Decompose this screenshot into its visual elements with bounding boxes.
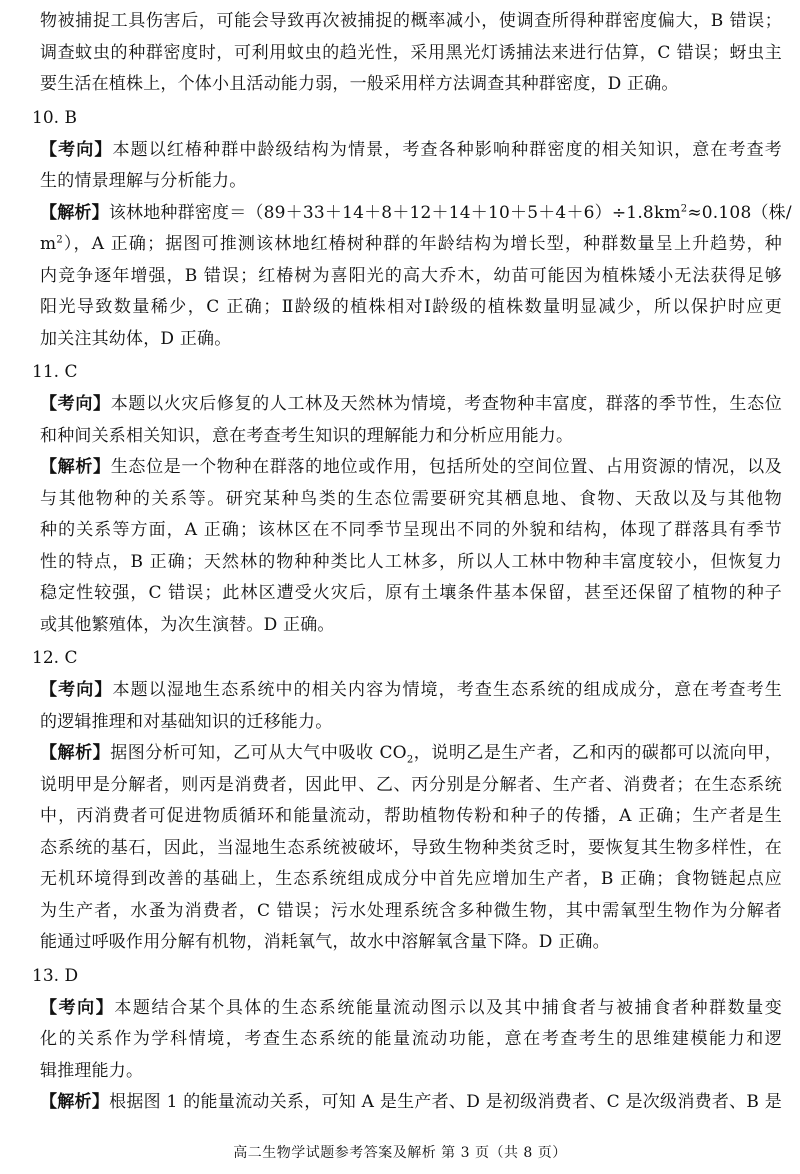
- text-line: 中，丙消费者可促进物质循环和能量流动，帮助植物传粉和种子的传播，A 正确；生产者是生: [40, 806, 782, 826]
- text-line: 【解析】该林地种群密度$=(89+33+14+8+12+14+10+5+4+6)\div 1.8km^2\approx 0.108$（株/: [40, 202, 792, 223]
- text-line: 说明甲是分解者，则丙是消费者，因此甲、乙、丙分别是分解者、生产者、消费者；在生态系统: [40, 774, 782, 795]
- text-line: 的逻辑推理和对基础知识的迁移能力。: [40, 711, 333, 732]
- text-line: 与其他物种的关系等。研究某种鸟类的生态位需要研究其栖息地、食物、天敌以及与其他物: [40, 488, 782, 509]
- text-line: 【考向】本题以红椿种群中龄级结构为情景，考查各种影响种群密度的相关知识，意在考查考: [40, 139, 782, 160]
- answer-page: [32, 6, 792, 1119]
- text-line: 【考向】本题以湿地生态系统中的相关内容为情境，考查生态系统的组成成分，意在考查考生: [40, 680, 782, 700]
- text-line: $m^2$），A 正确；据图可推测该林地红椿树种群的年龄结构为增长型，种群数量呈上升趋势，种: [40, 234, 782, 254]
- question-number: 12. C: [32, 648, 78, 668]
- text-line: 稳定性较强，C 错误；此林区遭受火灾后，原有土壤条件基本保留，甚至还保留了植物的种子: [40, 583, 782, 603]
- text-line: 内竞争逐年增强，B 错误；红椿树为喜阳光的高大乔木，幼苗可能因为植株矮小无法获得足够: [40, 265, 782, 286]
- text-line: 能通过呼吸作用分解有机物，消耗氧气，故水中溶解氧含量下降。D 正确。: [40, 932, 610, 952]
- text-line: 或其他繁殖体，为次生演替。D 正确。: [40, 614, 335, 635]
- text-line: 【解析】据图分析可知，乙可从大气中吸收 $CO_2$，说明乙是生产者，乙和丙的碳都可以流向甲，: [40, 743, 782, 766]
- text-line: 【解析】生态位是一个物种在群落的地位或作用，包括所处的空间位置、占用资源的情况，以及: [40, 457, 782, 477]
- jiexi-tag: 【解析】: [40, 457, 111, 477]
- question-number: 11. C: [32, 362, 78, 382]
- kaoxiang-tag: 【考向】: [40, 394, 111, 414]
- text-line: 加关注其幼体，D 正确。: [40, 328, 232, 349]
- question-number: 10. B: [32, 107, 77, 128]
- text-line: 【解析】根据图 1 的能量流动关系，可知 A 是生产者、D 是初级消费者、C 是次级消费者、B 是: [40, 1092, 782, 1112]
- kaoxiang-tag: 【考向】: [40, 139, 113, 160]
- jiexi-tag: 【解析】: [40, 1092, 110, 1112]
- text-line: 性的特点，B 正确；天然林的物种种类比人工林多，所以人工林中物种丰富度较小，但恢复力: [40, 551, 782, 572]
- text-line: 种的关系等方面，A 正确；该林区在不同季节呈现出不同的外貌和结构，体现了群落具有季节: [40, 520, 782, 540]
- text-line: 为生产者，水蚤为消费者，C 错误；污水处理系统含多种微生物，其中需氧型生物作为分解者: [40, 900, 782, 921]
- text-line: 态系统的基石，因此，当湿地生态系统被破坏，导致生物种类贫乏时，要恢复其生物多样性，在: [40, 837, 782, 858]
- text-line: 【考向】本题以火灾后修复的人工林及天然林为情境，考查物种丰富度，群落的季节性，生态位: [40, 394, 782, 414]
- text-line: 化的关系作为学科情境，考查生态系统的能量流动功能，意在考查考生的思维建模能力和逻: [40, 1029, 782, 1049]
- kaoxiang-tag: 【考向】: [40, 997, 115, 1018]
- question-number: 13. D: [32, 965, 79, 986]
- text-line: 无机环境得到改善的基础上，生态系统组成成分中首先应增加生产者，B 正确；食物链起点应: [40, 869, 782, 889]
- text-line: 物被捕捉工具伤害后，可能会导致再次被捕捉的概率减小，使调查所得种群密度偏大，B 错误；: [40, 11, 782, 31]
- jiexi-tag: 【解析】: [40, 202, 109, 223]
- text-line: 调查蚊虫的种群密度时，可利用蚊虫的趋光性，采用黑光灯诱捕法来进行估算，C 错误；蚜虫主: [40, 42, 782, 63]
- text-line: 要生活在植株上，个体小且活动能力弱，一般采用样方法调查其种群密度，D 正确。: [40, 74, 679, 94]
- kaoxiang-tag: 【考向】: [40, 680, 113, 700]
- text-line: 和种间关系相关知识，意在考查考生知识的理解能力和分析应用能力。: [40, 425, 574, 446]
- page-footer: 高二生物学试题参考答案及解析 第 3 页（共 8 页）: [233, 1145, 567, 1161]
- text-line: 【考向】本题结合某个具体的生态系统能量流动图示以及其中捕食者与被捕食者种群数量变: [40, 997, 782, 1018]
- jiexi-tag: 【解析】: [40, 743, 111, 763]
- text-line: 生的情景理解与分析能力。: [40, 171, 247, 191]
- text-line: 辑推理能力。: [40, 1060, 144, 1081]
- text-line: 阳光导致数量稀少，C 正确；Ⅱ龄级的植株相对Ⅰ龄级的植株数量明显减少，所以保护时应更: [40, 297, 782, 317]
